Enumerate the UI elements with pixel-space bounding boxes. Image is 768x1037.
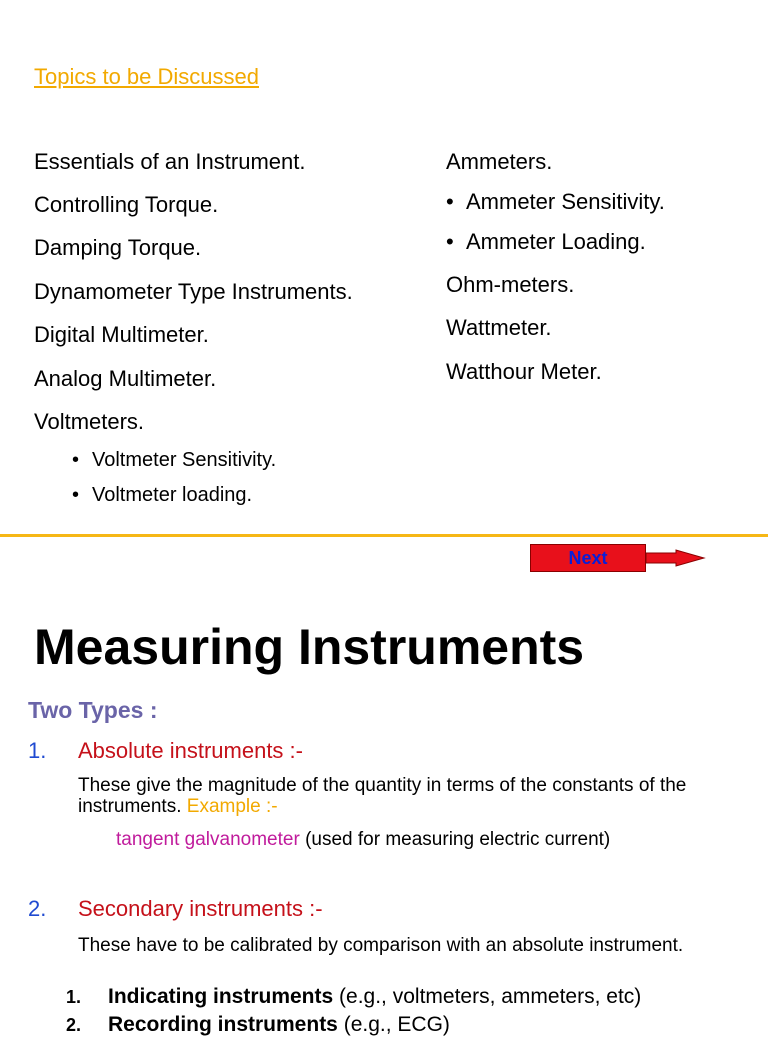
- recording-instruments-item: [66, 1013, 450, 1037]
- next-button-label[interactable]: Next: [530, 544, 646, 572]
- topic-analog-multimeter: Analog Multimeter.: [34, 366, 217, 391]
- absolute-instruments-description: [78, 775, 748, 817]
- arrow-right-icon: [530, 544, 706, 576]
- subtopic-label: Ammeter Loading.: [466, 229, 646, 254]
- description-text: These give the magnitude of the quantity in terms of the constants of the instruments.: [78, 775, 687, 817]
- list-number: 2.: [66, 1015, 82, 1035]
- topic-essentials: Essentials of an Instrument.: [34, 149, 306, 174]
- slide-divider: [0, 534, 768, 537]
- topics-heading: Topics to be Discussed: [34, 64, 259, 89]
- topic-controlling-torque: Controlling Torque.: [34, 192, 219, 217]
- page-title: Measuring Instruments: [34, 619, 585, 675]
- indicating-instruments-examples: (e.g., voltmeters, ammeters, etc): [339, 985, 642, 1008]
- item1-number: 1.: [28, 738, 47, 763]
- subtopic-ammeter-loading: [446, 229, 646, 255]
- next-button[interactable]: [530, 544, 706, 576]
- example-note: (used for measuring electric current): [305, 829, 611, 850]
- example-term: tangent galvanometer: [116, 829, 300, 850]
- secondary-instruments-heading: Secondary instruments :-: [78, 896, 323, 921]
- subtopic-label: Voltmeter Sensitivity.: [92, 449, 277, 471]
- recording-instruments-examples: (e.g., ECG): [343, 1013, 450, 1036]
- topic-ohm-meters: Ohm-meters.: [446, 272, 575, 297]
- topic-digital-multimeter: Digital Multimeter.: [34, 322, 209, 347]
- topic-damping-torque: Damping Torque.: [34, 235, 202, 260]
- subtopic-voltmeter-sensitivity: [72, 449, 276, 472]
- example-label: Example :-: [186, 796, 278, 817]
- absolute-instruments-heading: Absolute instruments :-: [78, 738, 303, 763]
- topic-watthour-meter: Watthour Meter.: [446, 359, 602, 384]
- topic-ammeters: Ammeters.: [446, 149, 553, 174]
- topic-dynamometer: Dynamometer Type Instruments.: [34, 279, 353, 304]
- bullet-icon: •: [72, 484, 80, 506]
- bullet-icon: •: [446, 189, 454, 214]
- subtopic-voltmeter-loading: [72, 484, 252, 507]
- secondary-instruments-description: These have to be calibrated by comparison with an absolute instrument.: [78, 935, 684, 956]
- indicating-instruments-item: [66, 985, 641, 1009]
- bullet-icon: •: [446, 229, 454, 254]
- indicating-instruments-label: Indicating instruments: [108, 985, 334, 1008]
- list-number: 1.: [66, 987, 82, 1007]
- subtopic-ammeter-sensitivity: [446, 189, 665, 215]
- topic-wattmeter: Wattmeter.: [446, 315, 552, 340]
- item2-number: 2.: [28, 896, 47, 921]
- subtopic-label: Ammeter Sensitivity.: [466, 189, 665, 214]
- example-line: [116, 829, 610, 850]
- bullet-icon: •: [72, 449, 80, 471]
- recording-instruments-label: Recording instruments: [108, 1013, 338, 1036]
- subtopic-label: Voltmeter loading.: [92, 484, 253, 506]
- topic-voltmeters: Voltmeters.: [34, 409, 145, 434]
- two-types-subtitle: Two Types :: [28, 697, 158, 723]
